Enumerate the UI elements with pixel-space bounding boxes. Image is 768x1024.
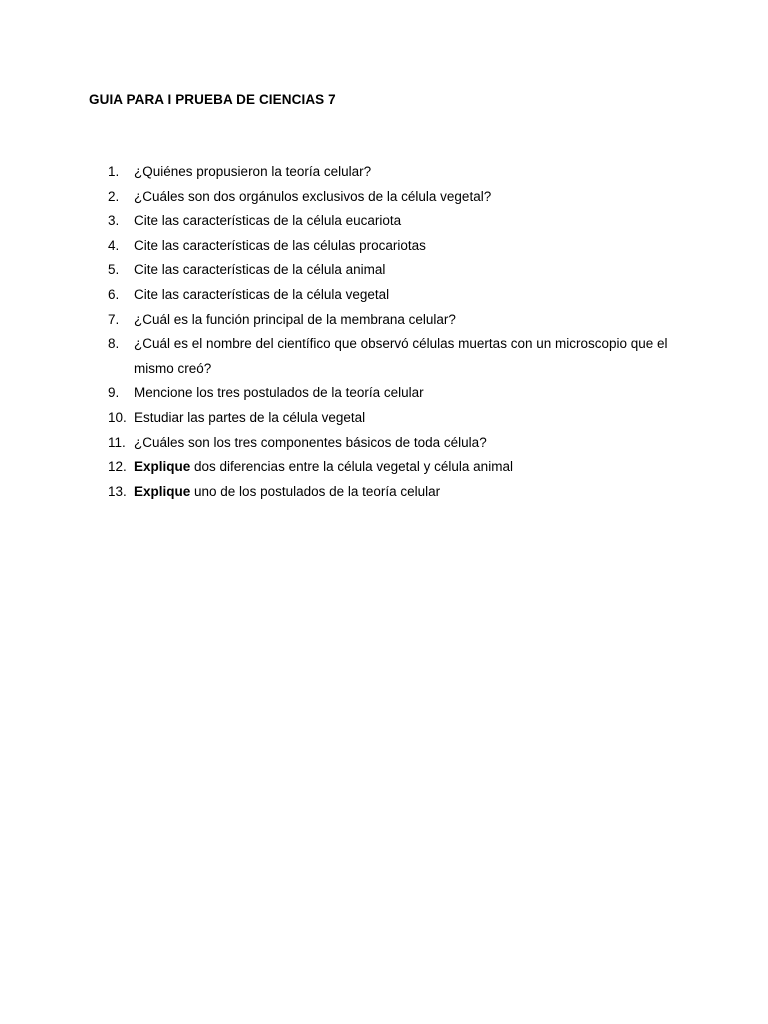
question-text [134,336,668,376]
question-text [134,410,365,425]
question-number: 9. [108,385,120,401]
question-body: Estudiar las partes de la célula vegetal [134,409,366,425]
question-emphasis: Explique [134,483,191,499]
question-text [134,484,440,499]
question-body: Cite las características de la célula eucariota [134,213,402,229]
question-text [134,459,513,474]
question-item [108,308,698,333]
question-item [108,455,698,480]
question-number: 1. [108,164,120,179]
question-body: Mencione los tres postulados de la teoría celular [134,385,424,401]
question-item [108,185,698,210]
question-text [134,238,426,253]
question-body: ¿Cuál es la función principal de la membrana celular? [134,311,456,327]
question-text [134,213,401,228]
question-text [134,164,371,179]
question-emphasis: Explique [134,459,191,475]
question-item [108,234,698,259]
question-number: 7. [108,311,120,327]
question-text [134,385,424,400]
question-number: 2. [108,188,120,204]
question-text [134,287,389,302]
question-body: ¿Cuál es el nombre del científico que observó células muertas con un microscopio que el mismo creó? [134,336,668,376]
question-item [108,480,698,505]
question-number: 3. [108,213,120,229]
question-list [108,160,698,504]
question-body: Cite las características de las células procariotas [134,237,426,253]
question-number: 4. [108,237,120,253]
question-body: Cite las características de la célula animal [134,262,386,278]
question-item [108,332,698,381]
question-number: 5. [108,262,120,278]
document-title: GUIA PARA I PRUEBA DE CIENCIAS 7 [89,92,336,107]
question-number: 11. [108,434,126,450]
question-number: 12. [108,459,127,475]
question-text [134,435,487,450]
question-body: ¿Cuáles son los tres componentes básicos de toda célula? [134,434,487,450]
question-item [108,258,698,283]
question-body: ¿Cuáles son dos orgánulos exclusivos de la célula vegetal? [134,188,492,204]
question-text [134,262,385,277]
question-text [134,189,491,204]
question-item [108,209,698,234]
question-number: 10. [108,409,127,425]
question-item [108,431,698,456]
question-item [108,160,698,185]
question-body: uno de los postulados de la teoría celular [190,483,441,499]
question-text [134,312,456,327]
question-body: Cite las características de la célula vegetal [134,286,390,302]
question-number: 6. [108,286,120,302]
question-body: ¿Quiénes propusieron la teoría celular? [134,164,372,179]
question-item [108,381,698,406]
question-number: 13. [108,483,127,499]
question-item [108,283,698,308]
question-number: 8. [108,336,120,352]
question-body: dos diferencias entre la célula vegetal y célula animal [190,459,513,475]
question-item [108,406,698,431]
